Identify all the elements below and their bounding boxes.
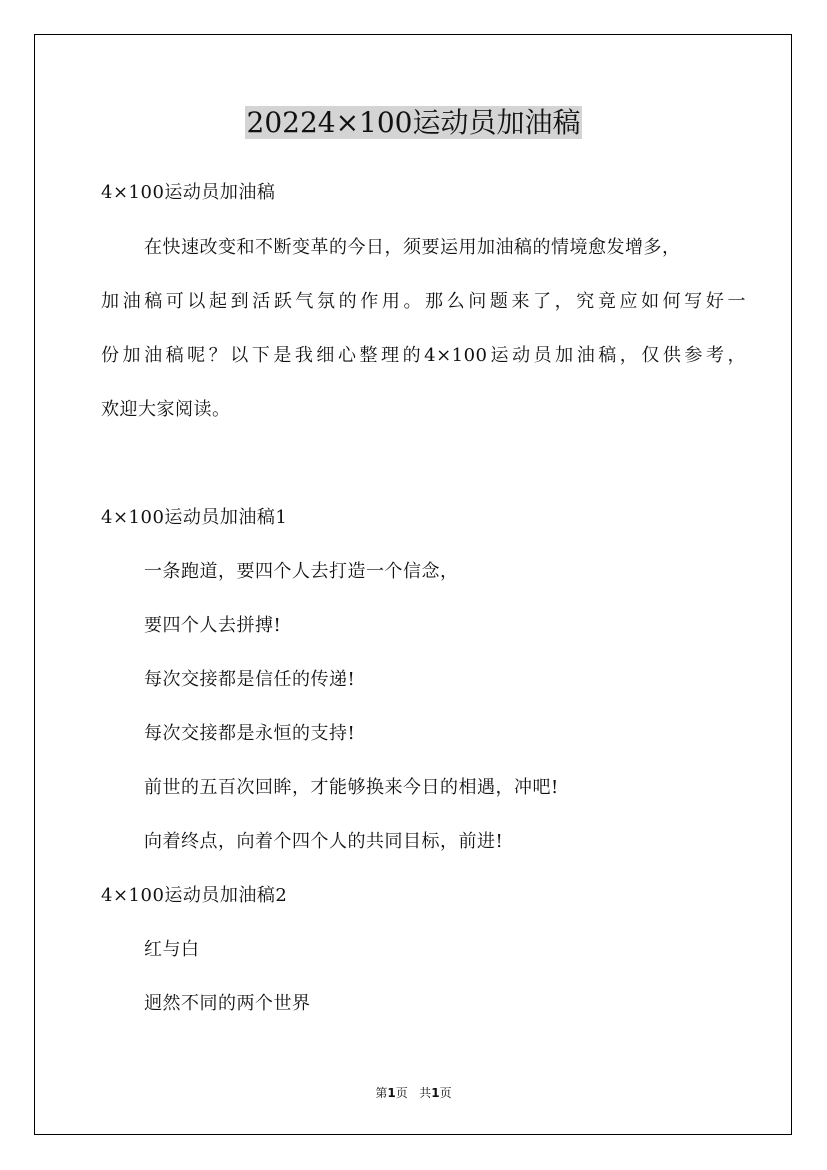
poem-line: 一条跑道，要四个人去打造一个信念， — [144, 561, 459, 582]
intro-paragraph-line: 欢迎大家阅读。 — [101, 399, 231, 420]
poem-line: 要四个人去拼搏! — [144, 615, 282, 636]
footer-page-prefix: 第 — [375, 1086, 388, 1100]
intro-paragraph-line: 份加油稿呢？以下是我细心整理的4×100运动员加油稿，仅供参考， — [101, 345, 746, 366]
document-title — [0, 104, 827, 142]
poem-line: 红与白 — [144, 939, 200, 960]
poem-line: 每次交接都是信任的传递! — [144, 669, 356, 690]
footer-page-number: 1 — [387, 1086, 396, 1100]
poem-line: 每次交接都是永恒的支持! — [144, 723, 356, 744]
intro-paragraph-line: 在快速改变和不断变革的今日，须要运用加油稿的情境愈发增多， — [144, 237, 681, 258]
section-heading: 4×100运动员加油稿1 — [101, 507, 288, 528]
footer-total-suffix: 页 — [439, 1086, 452, 1100]
intro-paragraph-line: 加油稿可以起到活跃气氛的作用。那么问题来了，究竟应如何写好一 — [101, 291, 746, 312]
intro-heading: 4×100运动员加油稿 — [101, 182, 276, 203]
footer-total-prefix: 共 — [419, 1086, 432, 1100]
footer-total-pages: 1 — [431, 1086, 440, 1100]
document-title-text: 20224×100运动员加油稿 — [246, 106, 581, 139]
page-footer — [0, 1085, 827, 1101]
section-heading: 4×100运动员加油稿2 — [101, 885, 288, 906]
poem-line: 迥然不同的两个世界 — [144, 993, 311, 1014]
poem-line: 向着终点，向着个四个人的共同目标，前进! — [144, 831, 504, 852]
poem-line: 前世的五百次回眸，才能够换来今日的相遇，冲吧! — [144, 777, 559, 798]
footer-page-suffix: 页 — [395, 1086, 408, 1100]
